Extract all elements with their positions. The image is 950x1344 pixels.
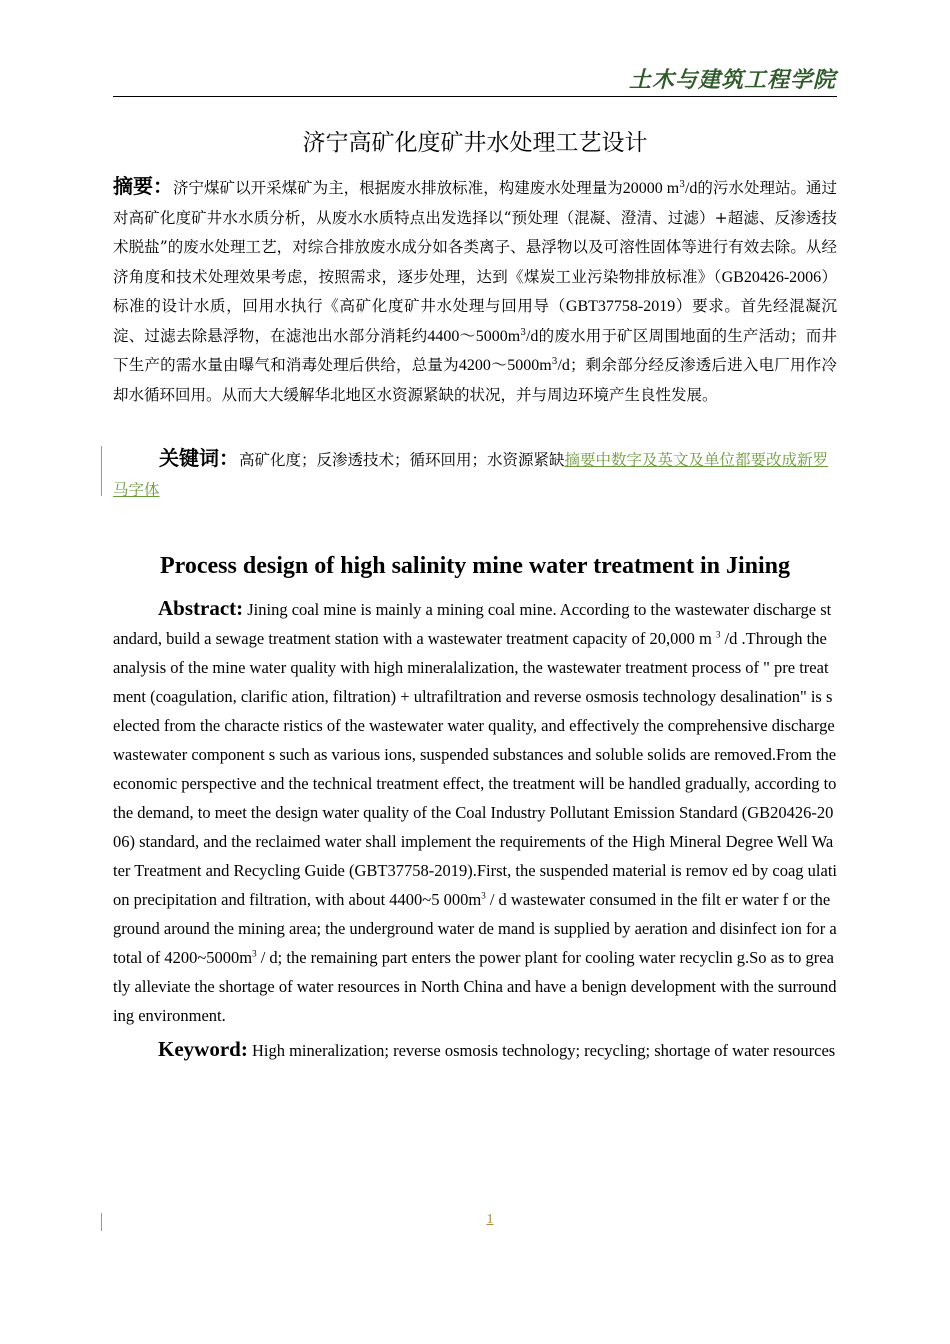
english-title: Process design of high salinity mine water treatment in Jining: [160, 553, 790, 579]
english-abstract-text-3: / d wastewater consumed in the filt er water f or the ground around the mining area; the underground water de mand is supplied by aeration and disinfect ion for a total of 4200~5000m: [113, 890, 837, 967]
chinese-abstract-text-4: ）要求。首先经混凝沉淀、过滤去除悬浮物，在滤池出水部分消耗约: [113, 297, 837, 345]
english-keywords-label: Keyword:: [158, 1037, 248, 1061]
english-abstract-text-4: / d; the remaining part enters the power plant for cooling water recyclin g.So as to greatly alleviate the shortage of water resources in North China and have a benign development with the surrounding environment.: [113, 948, 837, 1025]
english-abstract-sup-1: 3: [715, 629, 721, 640]
footer-margin-marker: [101, 1213, 102, 1231]
chinese-abstract: [113, 172, 837, 410]
chinese-abstract-unit-1: /d: [684, 180, 698, 197]
chinese-abstract-standard-1: GB20426-2006: [721, 268, 822, 286]
chinese-keywords: [113, 443, 837, 505]
chinese-keywords-label: 关键词：: [159, 446, 239, 470]
chinese-abstract-sup-2: 3: [520, 327, 526, 338]
chinese-abstract-label: 摘要：: [113, 174, 174, 198]
chinese-abstract-sup-1: 3: [679, 179, 685, 190]
chinese-abstract-text-2: 的污水处理站。通过对高矿化度矿井水水质分析，从废水水质特点出发选择以“预处理（混凝、澄清、过滤）+超滤、反渗透技术脱盐”的废水处理工艺，对综合排放废水成分如各类离子、悬浮物以及可溶性固体等进行有效去除。从经济角度和技术处理效果考虑，按照需求，逐步处理，达到《煤炭工业污染物排放标准》（: [113, 179, 837, 286]
comment-margin-marker: [101, 446, 102, 496]
chinese-abstract-text-6: ；剩余部分经反渗透后进入电厂用作冷却水循环回用。从而大大缓解华北地区水资源紧缺的状况，并与周边环境产生良性发展。: [113, 356, 837, 404]
chinese-title: 济宁高矿化度矿井水处理工艺设计: [302, 130, 648, 156]
chinese-keywords-text: 高矿化度；反渗透技术；循环回用；水资源紧缺: [239, 451, 565, 469]
english-keywords: [113, 1034, 837, 1066]
review-comment-link[interactable]: 摘要中数字及英文及单位都要改成新罗马字体: [113, 451, 829, 499]
english-keywords-text: High mineralization; reverse osmosis technology; recycling; shortage of water resources: [247, 1041, 836, 1060]
chinese-abstract-range-1: 4400～5000m: [427, 327, 521, 345]
english-abstract-text-2: /d .Through the analysis of the mine water quality with high mineralalization, the wastewater treatment process of " pre treatment (coagulation, clarific ation, filtration) + ultrafiltration and reverse osmosis technology desalination" is selected from the characte ristics of the wastewater water quality, and effectively the comprehensive discharge wastewater component s such as various ions, suspended substances and soluble solids are removed.From the economic perspective and the technical treatment effect, the treatment will be handled gradually, according to the demand, to meet the design water quality of the Coal Industry Pollutant Emission Standard (GB20426-2006) standard, and the reclaimed water shall implement the requirements of the High Mineral Degree Well Water Treatment and Recycling Guide (GBT37758-2019).First, the suspended material is remov ed by coag ulation precipitation and filtration, with about 4400~5 000m: [113, 629, 838, 909]
chinese-abstract-standard-2: GBT37758-2019: [565, 298, 676, 315]
english-abstract-sup-2: 3: [481, 890, 486, 901]
chinese-abstract-text-3: ）标准的设计水质，回用水执行《高矿化度矿井水处理与回用导（: [113, 267, 837, 315]
chinese-abstract-range-2: 4200～5000m: [458, 357, 552, 374]
chinese-abstract-unit-2: /d: [525, 327, 539, 345]
chinese-abstract-unit-3: /d: [557, 357, 570, 374]
chinese-abstract-sup-3: 3: [551, 356, 558, 367]
english-abstract-sup-3: 3: [252, 948, 257, 959]
english-abstract-text-1: Jining coal mine is mainly a mining coal mine. According to the wastewater discharge standard, build a sewage treatment station with a wastewater treatment capacity of 20,000 m: [113, 600, 832, 648]
chinese-abstract-text-1: 济宁煤矿以开采煤矿为主，根据废水排放标准，构建废水处理量为: [173, 179, 623, 197]
english-abstract: [113, 594, 837, 1030]
english-abstract-label: Abstract:: [158, 596, 244, 620]
header-divider: [113, 96, 837, 97]
page-number: 1: [486, 1212, 494, 1227]
school-logo: 土木与建筑工程学院: [628, 67, 836, 93]
chinese-abstract-text-5: 的废水用于矿区周围地面的生产活动；而井下生产的需水量由曝气和消毒处理后供给，总量为: [113, 326, 837, 374]
chinese-abstract-capacity: 20000 m: [622, 180, 680, 197]
